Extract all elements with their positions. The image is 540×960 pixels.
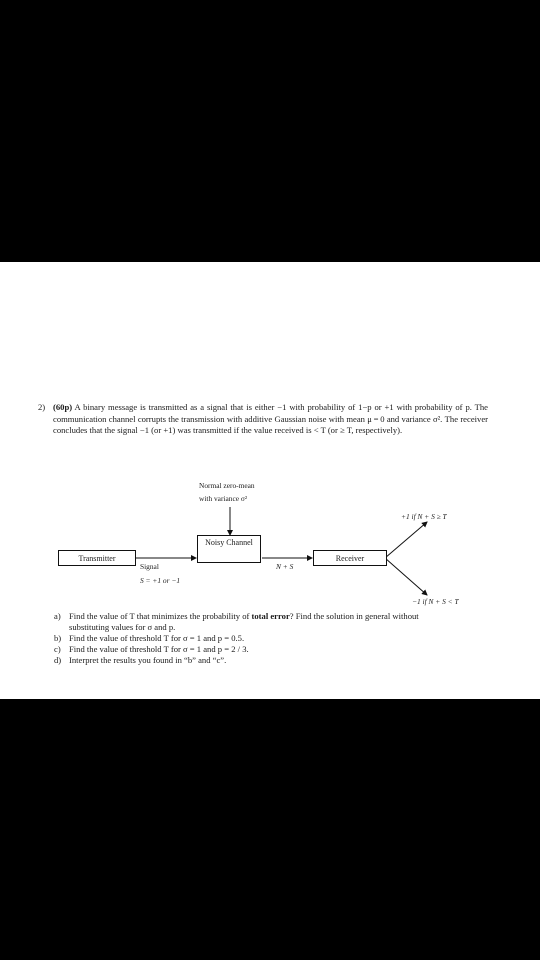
upper-output-label: +1 if N + S ≥ T — [401, 512, 447, 521]
problem-number: 2) — [38, 402, 46, 412]
channel-box: Noisy Channel — [197, 535, 261, 563]
signal-values: S = +1 or −1 — [140, 576, 181, 585]
upper-branch — [385, 522, 427, 558]
noise-label-line1: Normal zero-mean — [199, 481, 255, 490]
problem-points: (60p) — [53, 402, 73, 412]
document-page — [0, 262, 540, 699]
signal-label: Signal — [140, 562, 159, 571]
sum-label: N + S — [276, 562, 294, 571]
problem-text: A binary message is transmitted as a signal that is either −1 with probability of 1−p or +1 with probability of p. The communication channel corrupts the transmission with additive Gaussian noise with mean μ = 0 and variance σ². The receiver concludes that the signal −1 (or +1) was transmitted if the value received is < T (or ≥ T, respectively). — [53, 402, 488, 436]
lower-output-label: −1 if N + S < T — [412, 597, 459, 606]
noise-label-line2: with variance σ² — [199, 494, 248, 503]
lower-branch — [385, 558, 427, 595]
receiver-box: Receiver — [313, 550, 387, 566]
part-c: c) Find the value of threshold T for σ = 1 and p = 2 / 3. — [54, 644, 249, 654]
part-b: b) Find the value of threshold T for σ = 1 and p = 0.5. — [54, 633, 245, 643]
transmitter-box: Transmitter — [58, 550, 136, 566]
part-d: d) Interpret the results you found in “b” and “c”. — [54, 655, 227, 665]
sub-questions — [54, 611, 454, 666]
part-a: a) Find the value of T that minimizes the probability of total error? Find the solution in general without substituting values for σ and p. — [54, 611, 419, 632]
